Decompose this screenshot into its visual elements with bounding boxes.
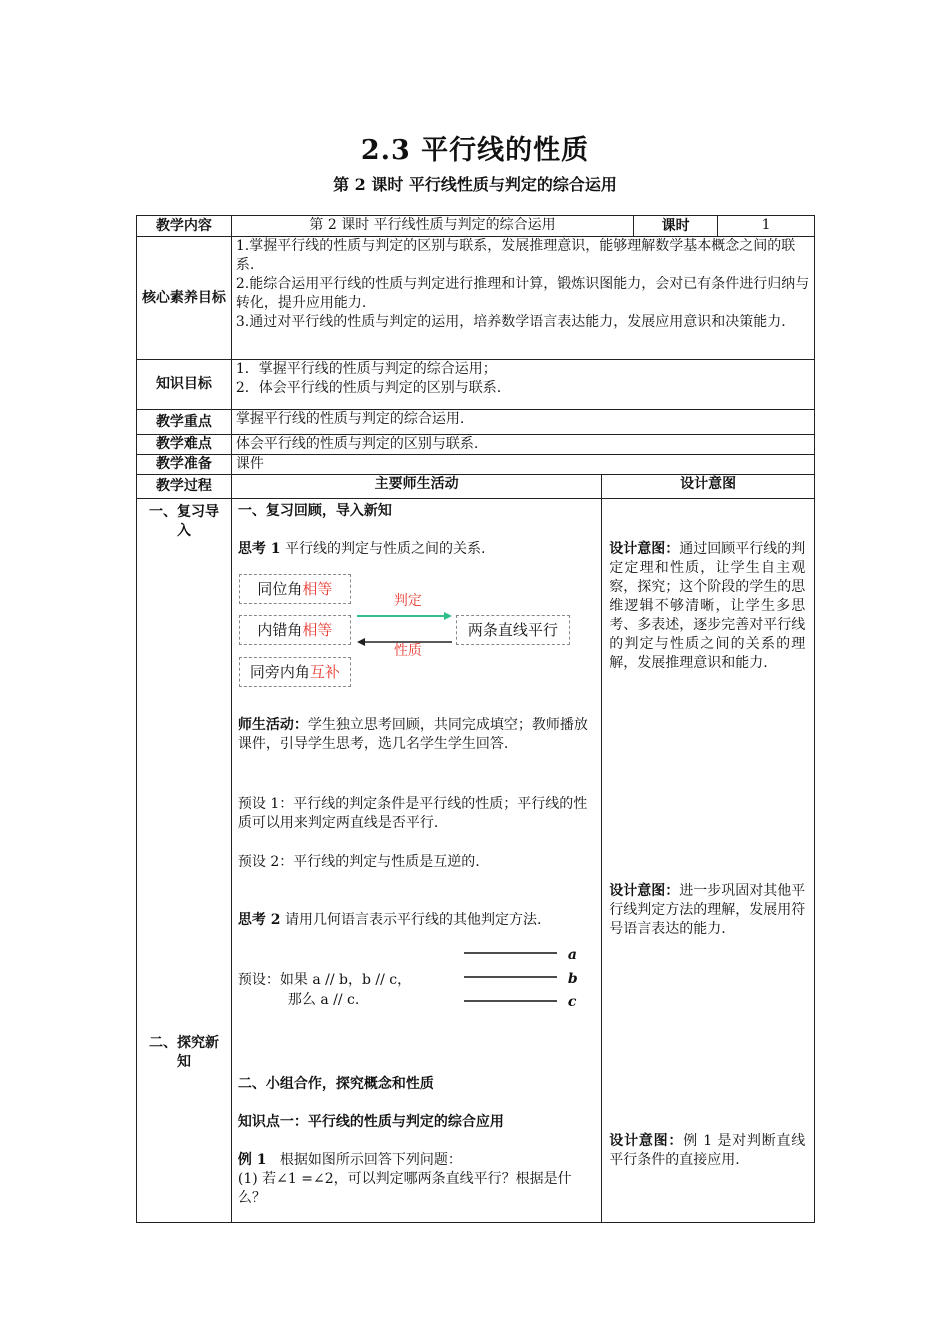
relationship-arrows [352, 604, 457, 654]
line-label-c: c [567, 994, 577, 1010]
core-literacy-goals [231, 237, 814, 360]
core-goal-item: 1.掌握平行线的性质与判定的区别与联系，发展推理意识，能够理解数学基本概念之间的联系. [235, 238, 796, 273]
knowledge-goal-item: 1．掌握平行线的性质与判定的综合运用； [235, 361, 497, 377]
section1-title: 一、复习回顾，导入新知 [237, 503, 392, 519]
stage-explore: 二、探究新知 [149, 1035, 219, 1070]
stage-review: 一、复习导入 [149, 504, 219, 539]
think1-text: 平行线的判定与性质之间的关系. [284, 541, 486, 557]
alternate-angles-box: 内错角 相等 [239, 615, 351, 645]
interior-angles-box: 同旁内角 互补 [239, 657, 351, 687]
focus-value: 掌握平行线的性质与判定的综合运用. [231, 410, 814, 435]
lesson-plan-table [136, 215, 815, 1223]
knowledge-label: 知识目标 [137, 360, 232, 410]
preset-1: 预设 1：平行线的判定条件是平行线的性质；平行线的性质可以用来判定两直线是否平行. [237, 796, 588, 831]
think2 [238, 911, 593, 930]
example-question-1: (1) 若∠1 =∠2，可以判定哪两条直线平行？根据是什么？ [237, 1171, 572, 1206]
parallel-lines-figure [462, 940, 582, 1005]
intent-column [602, 499, 815, 1223]
period-label: 课时 [634, 216, 718, 237]
teacher-student-activity: 师生活动：学生独立思考回顾，共同完成填空；教师播放课件，引导学生思考，选几名学生学生回答. [237, 717, 588, 752]
prep-value: 课件 [231, 455, 814, 475]
process-label: 教学过程 [137, 475, 232, 499]
section2-title: 二、小组合作，探究概念和性质 [237, 1076, 434, 1092]
line-label-a: a [567, 947, 577, 963]
page-title: 2.3 平行线的性质 [360, 135, 590, 166]
content-value: 第 2 课时 平行线性质与判定的综合运用 [231, 216, 633, 237]
prep-label: 教学准备 [137, 455, 232, 475]
arrow-label-criterion: 判定 [393, 592, 422, 608]
intent-column-header: 设计意图 [602, 475, 815, 499]
intent-3: 设计意图：例 1 是对判断直线平行条件的直接应用. [609, 1133, 806, 1168]
criterion-arrow-head [444, 612, 452, 620]
think1-label: 思考 1 [237, 541, 281, 557]
example-1 [238, 1151, 593, 1170]
preset-3-line1: 预设：如果 a // b，b // c， [237, 972, 412, 988]
preset-3-line2: 那么 a // c. [287, 992, 360, 1008]
arrow-label-property: 性质 [393, 642, 422, 658]
knowledge-goals [231, 360, 814, 410]
core-goal-item: 2.能综合运用平行线的性质与判定进行推理和计算，锻炼识图能力，会对已有条件进行归纳与转化，提升应用能力. [235, 276, 810, 311]
content-label: 教学内容 [137, 216, 232, 237]
preset-2: 预设 2：平行线的判定与性质是互逆的. [237, 854, 480, 870]
activity-column-header: 主要师生活动 [231, 475, 601, 499]
stage-column [137, 499, 232, 1223]
property-arrow-head [357, 638, 365, 646]
page-subtitle: 第 2 课时 平行线性质与判定的综合运用 [333, 175, 617, 194]
example-text: 根据如图所示回答下列问题： [279, 1152, 462, 1168]
activity-column [231, 499, 601, 1223]
corresponding-angles-box: 同位角 相等 [239, 574, 351, 604]
period-value: 1 [718, 216, 815, 237]
knowledge-goal-item: 2．体会平行线的性质与判定的区别与联系. [235, 380, 502, 396]
think2-text: 请用几何语言表示平行线的其他判定方法. [284, 912, 542, 928]
knowledge-point-1: 知识点一：平行线的性质与判定的综合应用 [237, 1114, 504, 1130]
parallel-lines-box: 两条直线平行 [456, 615, 570, 645]
example-label: 例 1 [237, 1152, 267, 1168]
line-label-b: b [567, 971, 578, 987]
core-literacy-label: 核心素养目标 [137, 237, 232, 360]
core-goal-item: 3.通过对平行线的性质与判定的运用，培养数学语言表达能力，发展应用意识和决策能力. [235, 314, 786, 330]
intent-2: 设计意图：进一步巩固对其他平行线判定方法的理解，发展用符号语言表达的能力. [609, 883, 806, 937]
difficulty-label: 教学难点 [137, 435, 232, 455]
intent-1: 设计意图：通过回顾平行线的判定定理和性质，让学生自主观察，探究；这个阶段的学生的思维逻辑不够清晰，让学生多思考、多表述，逐步完善对平行线的判定与性质之间的关系的理解，发展推理意识和能力. [609, 541, 806, 671]
focus-label: 教学重点 [137, 410, 232, 435]
think2-label: 思考 2 [237, 912, 281, 928]
think1 [238, 540, 593, 559]
difficulty-value: 体会平行线的性质与判定的区别与联系. [231, 435, 814, 455]
